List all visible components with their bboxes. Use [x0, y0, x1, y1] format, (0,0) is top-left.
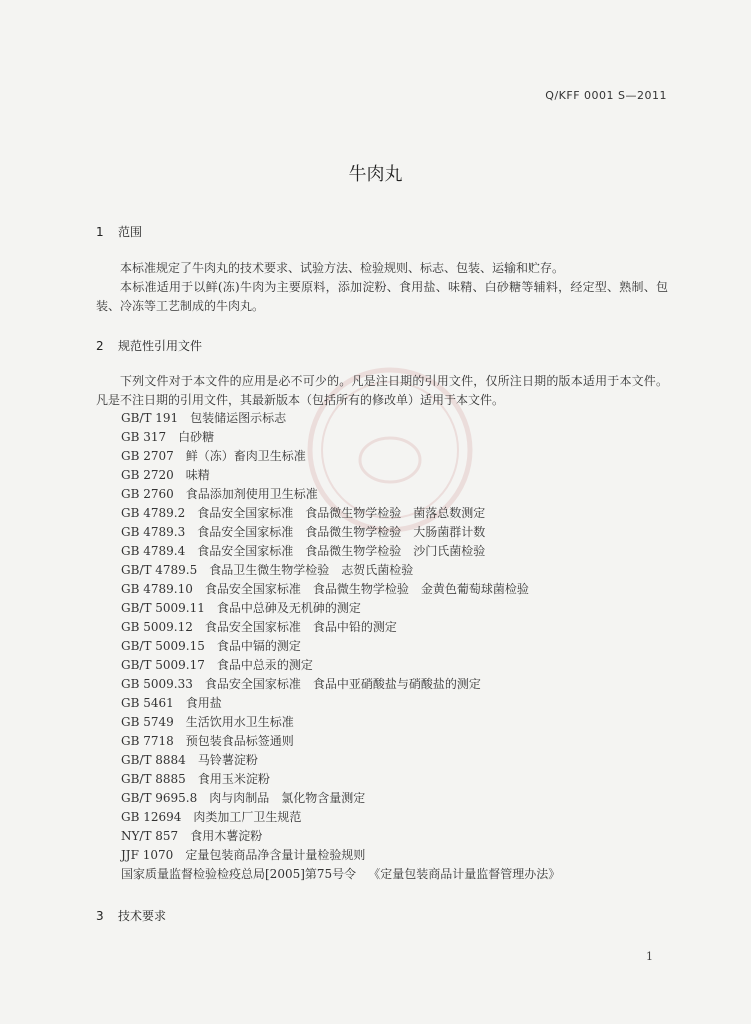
list-item [121, 504, 560, 523]
reference-title: 食品中镉的测定 [216, 639, 301, 653]
reference-title: 食用盐 [185, 696, 222, 710]
reference-code: GB/T 8885 [121, 772, 186, 786]
reference-code: GB 5461 [121, 696, 174, 710]
list-item [121, 618, 560, 637]
reference-code: 国家质量监督检验检疫总局[2005]第75号令 [121, 867, 357, 881]
reference-title: 生活饮用水卫生标准 [185, 715, 294, 729]
reference-title: 定量包装商品净含量计量检验规则 [185, 848, 366, 862]
reference-code: GB/T 8884 [121, 753, 186, 767]
reference-title: 食品中总汞的测定 [216, 658, 313, 672]
reference-title: 食品卫生微生物学检验 志贺氏菌检验 [209, 563, 414, 577]
reference-code: NY/T 857 [121, 829, 179, 843]
reference-code: JJF 1070 [121, 848, 174, 862]
page-number: 1 [646, 950, 653, 963]
reference-code: GB/T 5009.15 [121, 639, 205, 653]
section-2-intro: 下列文件对于本文件的应用是必不可少的。凡是注日期的引用文件，仅所注日期的版本适用于本文件。凡是不注日期的引用文件，其最新版本（包括所有的修改单）适用于本文件。 [96, 374, 668, 407]
list-item [121, 409, 560, 428]
reference-title: 预包装食品标签通则 [185, 734, 294, 748]
reference-title: 肉与肉制品 氯化物含量测定 [209, 791, 366, 805]
reference-title: 食用玉米淀粉 [197, 772, 270, 786]
reference-title: 食品安全国家标准 食品微生物学检验 大肠菌群计数 [197, 525, 486, 539]
list-item [121, 675, 560, 694]
reference-title: 食品安全国家标准 食品微生物学检验 菌落总数测定 [197, 506, 486, 520]
list-item [121, 827, 560, 846]
list-item [121, 751, 560, 770]
list-item [121, 865, 560, 884]
reference-title: 食品添加剂使用卫生标准 [185, 487, 318, 501]
reference-title: 白砂糖 [178, 430, 215, 444]
list-item [121, 770, 560, 789]
reference-code: GB 4789.4 [121, 544, 186, 558]
reference-code: GB/T 191 [121, 411, 179, 425]
section-2-heading [96, 337, 202, 354]
list-item [121, 789, 560, 808]
list-item [121, 808, 560, 827]
list-item [121, 713, 560, 732]
list-item [121, 561, 560, 580]
list-item [121, 542, 560, 561]
reference-title: 食用木薯淀粉 [190, 829, 263, 843]
section-number: 3 [96, 909, 104, 923]
section-number: 1 [96, 225, 104, 239]
reference-title: 食品安全国家标准 食品微生物学检验 金黄色葡萄球菌检验 [204, 582, 529, 596]
reference-code: GB 4789.3 [121, 525, 186, 539]
reference-code: GB/T 4789.5 [121, 563, 198, 577]
reference-title: 《定量包装商品计量监督管理办法》 [368, 867, 561, 881]
reference-code: GB/T 5009.11 [121, 601, 205, 615]
section-1-paragraph-2: 本标准适用于以鲜(冻)牛肉为主要原料，添加淀粉、食用盐、味精、白砂糖等辅料，经定型、熟制、包装、冷冻等工艺制成的牛肉丸。 [96, 280, 668, 313]
reference-title: 鲜（冻）畜肉卫生标准 [185, 449, 306, 463]
list-item [121, 599, 560, 618]
list-item [121, 466, 560, 485]
reference-title: 食品中总砷及无机砷的测定 [216, 601, 361, 615]
reference-code: GB 317 [121, 430, 167, 444]
page-title: 牛肉丸 [348, 164, 403, 185]
list-item [121, 637, 560, 656]
reference-title: 马铃薯淀粉 [197, 753, 258, 767]
reference-code: GB 2707 [121, 449, 174, 463]
list-item [121, 580, 560, 599]
reference-title: 食品安全国家标准 食品微生物学检验 沙门氏菌检验 [197, 544, 486, 558]
section-title: 技术要求 [118, 909, 167, 923]
section-1-paragraph-1: 本标准规定了牛肉丸的技术要求、试验方法、检验规则、标志、包装、运输和贮存。 [120, 261, 565, 275]
section-number: 2 [96, 339, 104, 353]
list-item [121, 656, 560, 675]
reference-code: GB/T 9695.8 [121, 791, 198, 805]
list-item [121, 428, 560, 447]
list-item [121, 485, 560, 504]
section-title: 范围 [118, 225, 143, 239]
section-1-heading [96, 223, 142, 240]
list-item [121, 523, 560, 542]
reference-code: GB 2720 [121, 468, 174, 482]
list-item [121, 732, 560, 751]
section-title: 规范性引用文件 [118, 339, 203, 353]
reference-list [121, 409, 560, 884]
reference-code: GB 2760 [121, 487, 174, 501]
reference-code: GB 12694 [121, 810, 182, 824]
reference-code: GB 7718 [121, 734, 174, 748]
reference-code: GB 5009.33 [121, 677, 193, 691]
reference-code: GB 4789.10 [121, 582, 193, 596]
list-item [121, 447, 560, 466]
list-item [121, 694, 560, 713]
reference-title: 食品安全国家标准 食品中亚硝酸盐与硝酸盐的测定 [204, 677, 481, 691]
reference-code: GB 4789.2 [121, 506, 186, 520]
section-3-heading [96, 907, 166, 924]
reference-title: 味精 [185, 468, 210, 482]
reference-code: GB 5749 [121, 715, 174, 729]
reference-title: 肉类加工厂卫生规范 [193, 810, 302, 824]
document-code: Q/KFF 0001 S—2011 [545, 89, 667, 102]
reference-title: 食品安全国家标准 食品中铅的测定 [204, 620, 397, 634]
reference-title: 包装储运图示标志 [190, 411, 287, 425]
reference-code: GB 5009.12 [121, 620, 193, 634]
reference-code: GB/T 5009.17 [121, 658, 205, 672]
list-item [121, 846, 560, 865]
